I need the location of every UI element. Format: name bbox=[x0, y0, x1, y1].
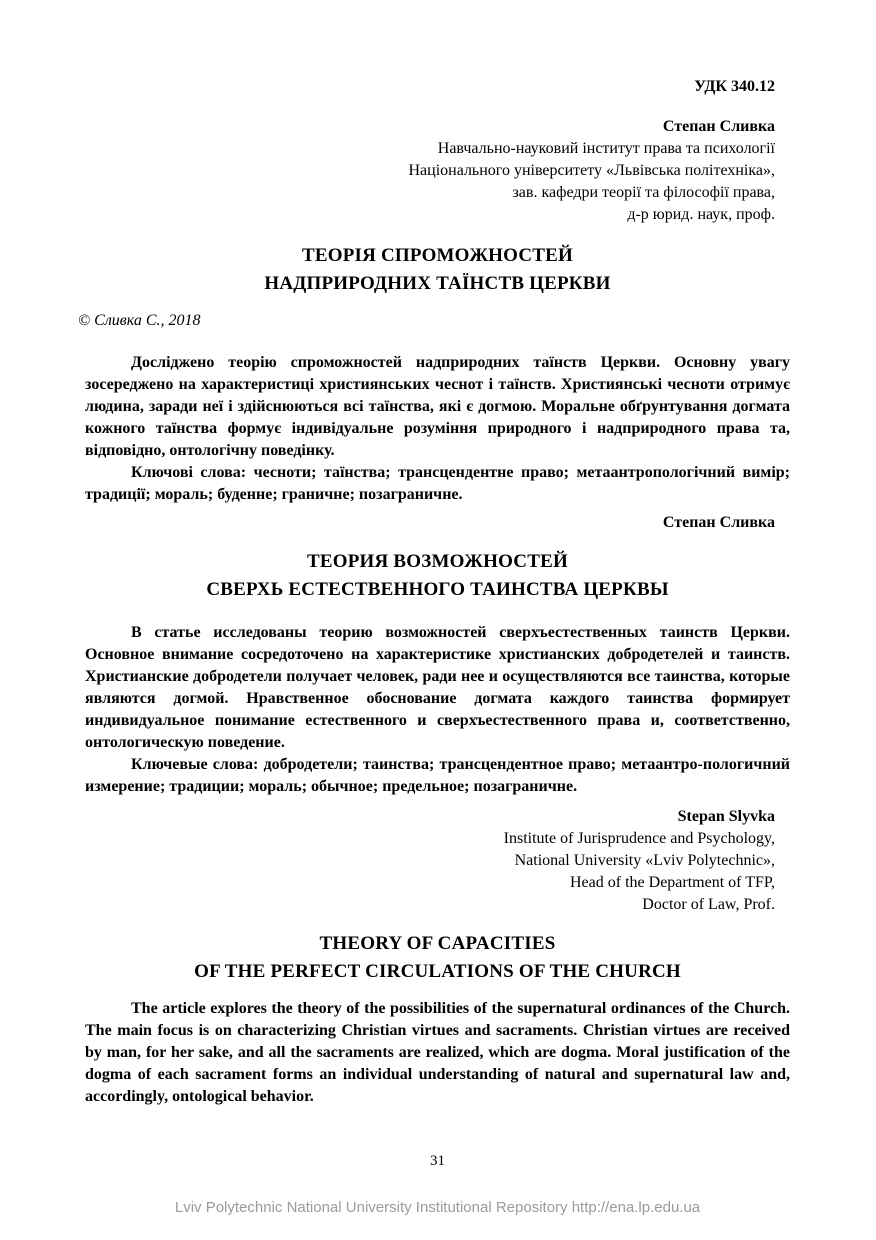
author-block-uk bbox=[85, 116, 790, 226]
affiliation-line-uk: Національного університету «Львівська політехніка», bbox=[408, 162, 775, 179]
keywords-ru: Ключевые слова: добродетели; таинства; трансцендентное право; метаантро-пологичний измерение; традиции; мораль; обычное; предельное; позаграничне. bbox=[85, 756, 790, 795]
keywords-uk: Ключові слова: чесноти; таїнства; трансцендентне право; метаантропологічний вимір; традиції; мораль; буденне; граничне; позаграничне. bbox=[85, 464, 790, 503]
author-block-ru bbox=[85, 512, 790, 534]
affiliation-line-en: National University «Lviv Polytechnic», bbox=[514, 852, 775, 869]
article-title-en bbox=[85, 930, 790, 986]
author-name-en: Stepan Slyvka bbox=[677, 808, 775, 825]
article-title-en-line2: OF THE PERFECT CIRCULATIONS OF THE CHURCH bbox=[194, 961, 681, 982]
abstract-en: The article explores the theory of the possibilities of the supernatural ordinances of the Church. The main focus is on characterizing Christian virtues and sacraments. Christian virtues are received by man, for her sake, and all the sacraments are realized, which are dogma. Moral justification of the dogma of each sacrament forms an individual understanding of natural and supernatural law and, accordingly, ontological behavior. bbox=[85, 1000, 790, 1105]
article-title-ru-line2: СВЕРХЬ ЕСТЕСТВЕННОГО ТАИНСТВА ЦЕРКВЫ bbox=[206, 579, 669, 600]
abstract-ru: В статье исследованы теорию возможностей сверхъестественных таинств Церкви. Основное внимание сосредоточено на характеристике христианских добродетелей и таинств. Христианские добродетели получает человек, ради нее и осуществляются все таинства, которые являются догмой. Нравственное обоснование догмата каждого таинства формирует индивидуальное понимание естественного и сверхъестественного права и, соответственно, онтологическую поведение. bbox=[85, 624, 790, 751]
repository-footer: Lviv Polytechnic National University Institutional Repository http://ena.lp.edu.ua bbox=[174, 1199, 701, 1216]
affiliation-line-en: Institute of Jurisprudence and Psychology, bbox=[503, 830, 775, 847]
copyright-notice: © Сливка С., 2018 bbox=[78, 312, 201, 329]
affiliation-line-en: Doctor of Law, Prof. bbox=[642, 896, 775, 913]
affiliation-line-uk: зав. кафедри теорії та філософії права, bbox=[512, 184, 775, 201]
abstract-uk: Досліджено теорію спроможностей надприродних таїнств Церкви. Основну увагу зосереджено на характеристиці християнських чеснот і таїнств. Християнські чесноти отримує людина, заради неї і здійснюються всі таїнства, які є догмою. Моральне обґрунтування догмата кожного таїнства формує індивідуальне розуміння природного і надприродного права та, відповідно, онтологічну поведінку. bbox=[85, 354, 790, 459]
article-title-ru-line1: ТЕОРИЯ ВОЗМОЖНОСТЕЙ bbox=[307, 551, 568, 572]
page-number: 31 bbox=[430, 1153, 445, 1169]
article-title-ru bbox=[85, 548, 790, 604]
article-title-en-line1: THEORY OF CAPACITIES bbox=[319, 933, 556, 954]
affiliation-line-uk: д-р юрид. наук, проф. bbox=[627, 206, 775, 223]
author-name-ru: Степан Сливка bbox=[662, 514, 775, 531]
article-title-uk-line2: НАДПРИРОДНИХ ТАЇНСТВ ЦЕРКВИ bbox=[264, 273, 611, 294]
affiliation-line-uk: Навчально-науковий інститут права та психології bbox=[437, 140, 775, 157]
affiliation-line-en: Head of the Department of TFP, bbox=[570, 874, 775, 891]
author-name-uk: Степан Сливка bbox=[662, 118, 775, 135]
udc-code: УДК 340.12 bbox=[694, 78, 775, 95]
article-title-uk bbox=[85, 242, 790, 298]
author-block-en bbox=[85, 806, 790, 916]
article-title-uk-line1: ТЕОРІЯ СПРОМОЖНОСТЕЙ bbox=[301, 245, 574, 266]
